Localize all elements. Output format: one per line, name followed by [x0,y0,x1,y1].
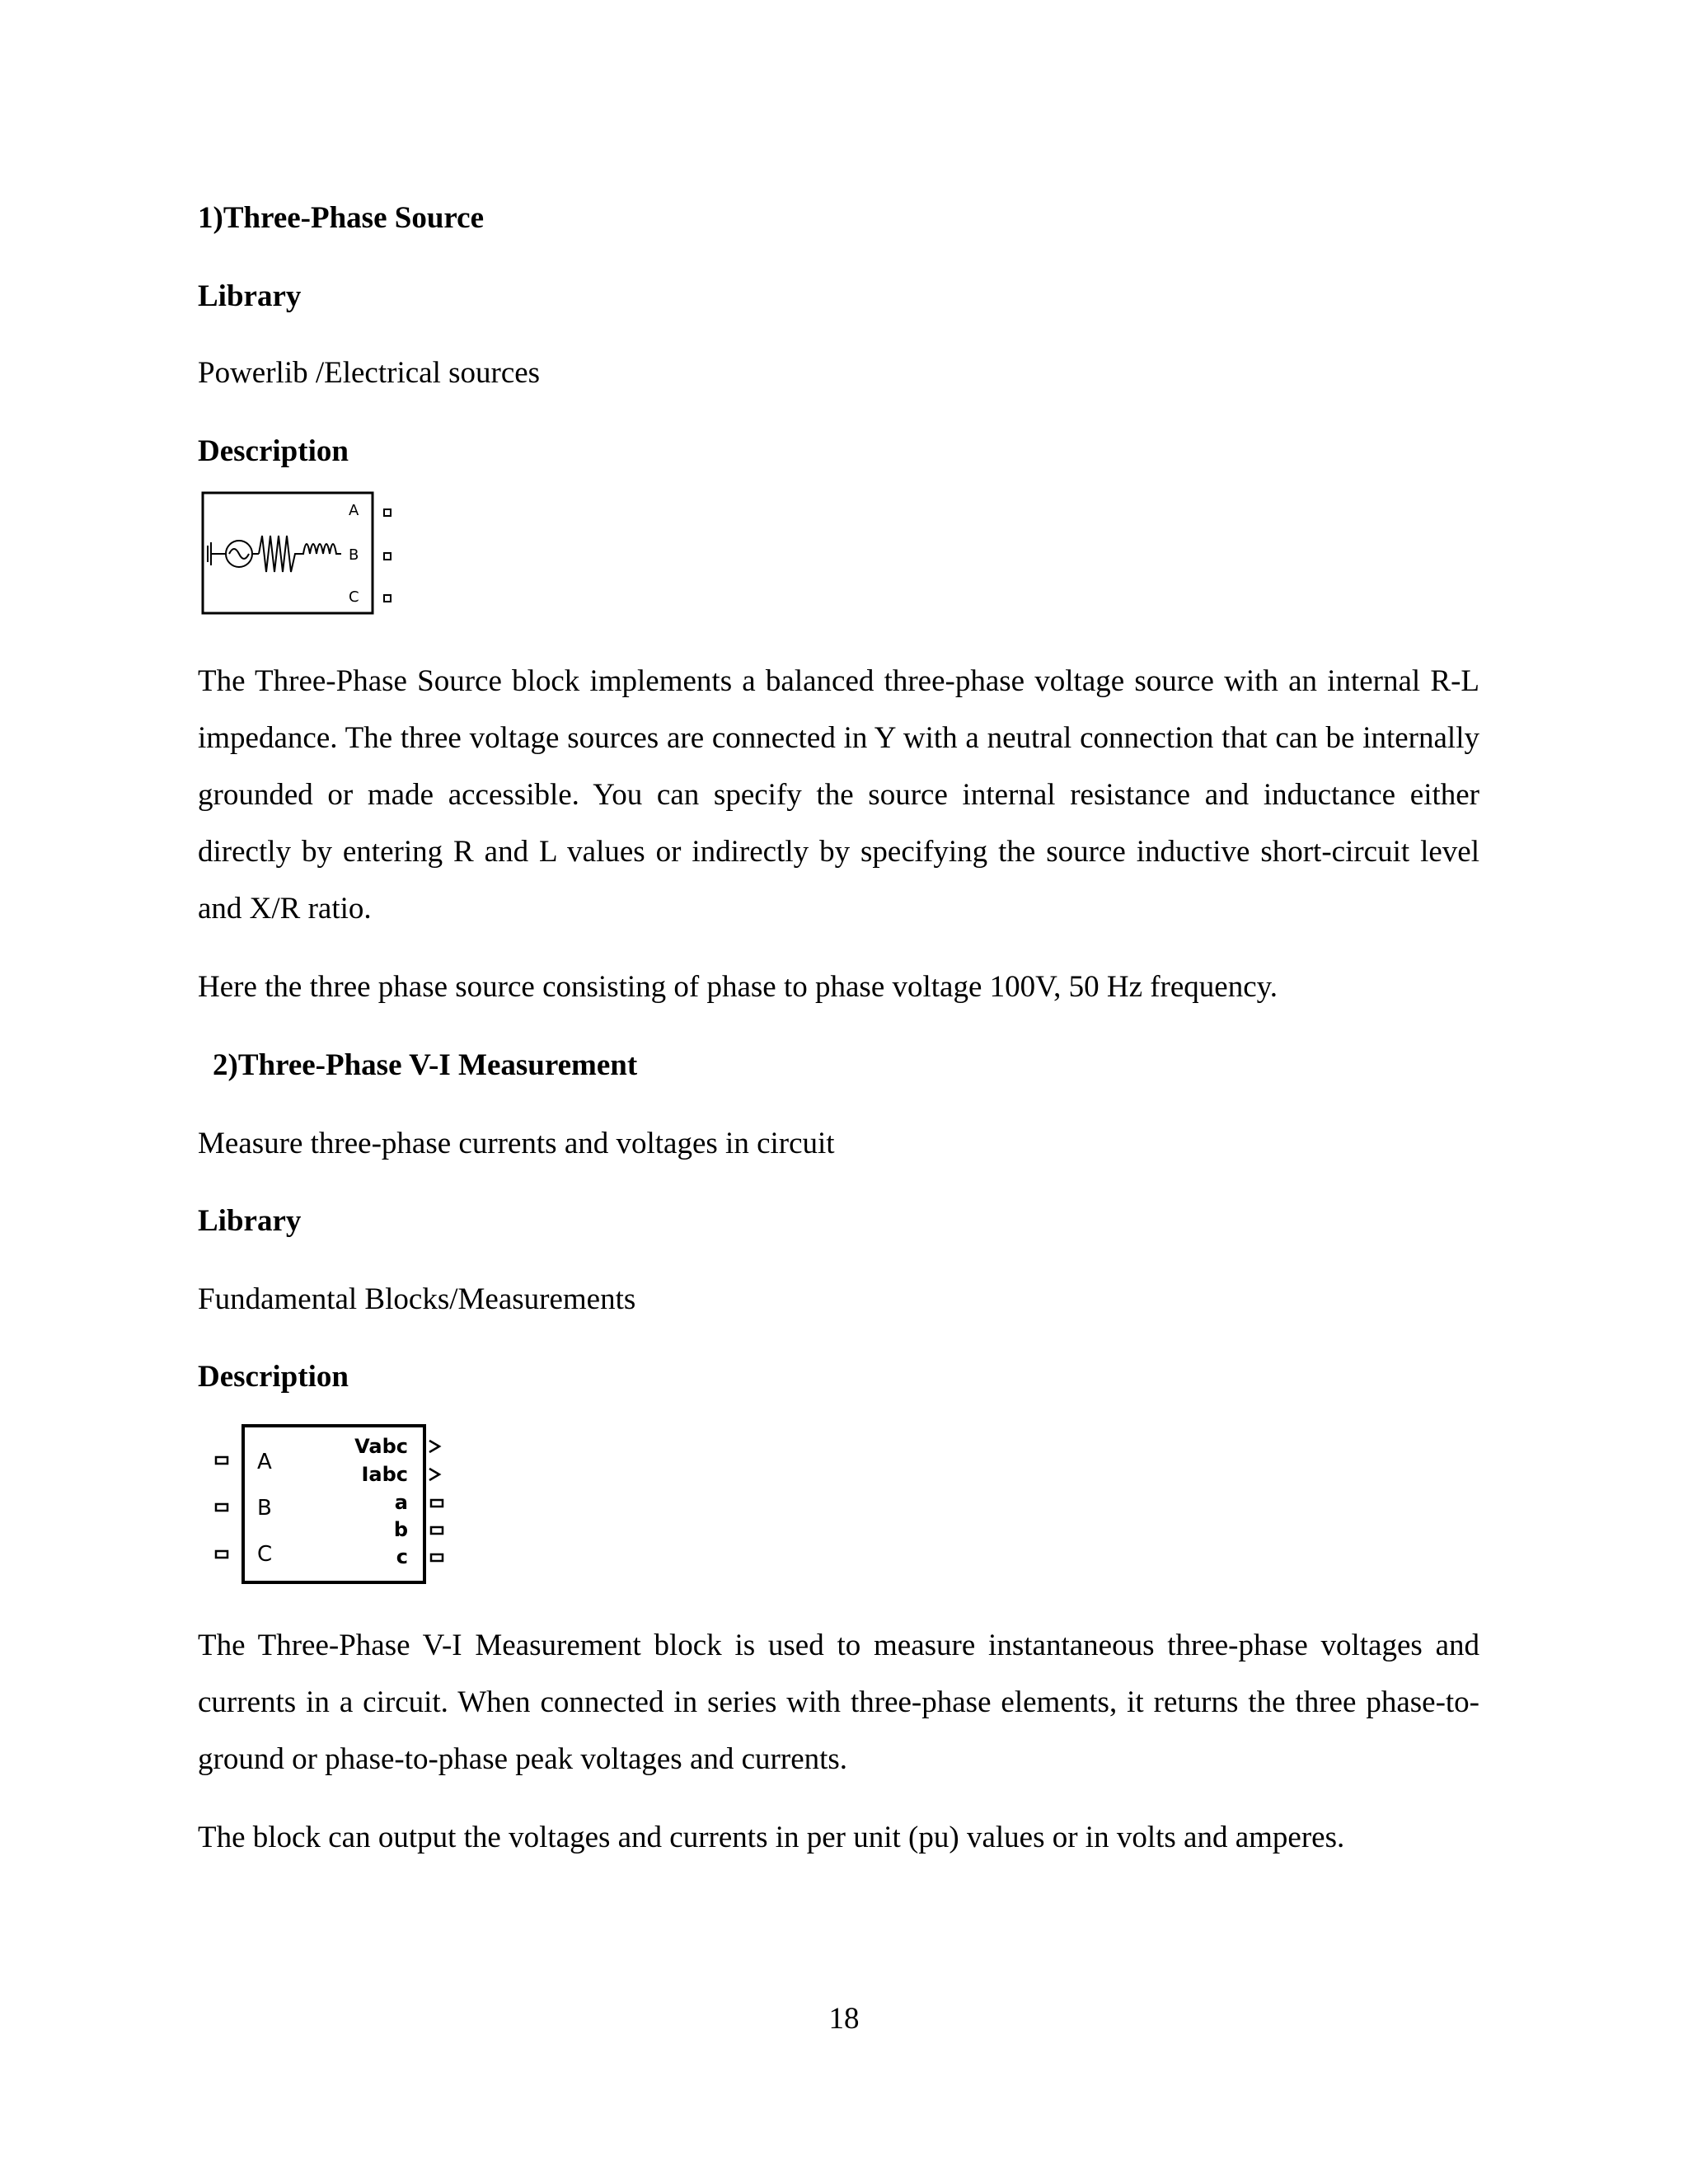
output-label-a: a [394,1491,408,1514]
output-port-c [431,1554,443,1561]
source-port-label-b: B [349,546,359,564]
section1-heading: 1)Three-Phase Source [198,201,485,235]
output-label-b: b [393,1518,408,1541]
input-port-c [216,1551,227,1558]
section2-description-heading: Description [198,1360,349,1394]
input-port-b [216,1504,227,1511]
section2-library-heading: Library [198,1204,302,1238]
input-label-a: A [257,1450,272,1474]
output-label-c: c [396,1545,408,1568]
source-port-b [384,553,391,560]
page-number: 18 [828,2002,860,2036]
section1-paragraph-1: The Three-Phase Source block implements a balanced three-phase voltage source with an internal R-L impedance. The three voltage sources are connected in Y with a neutral connection that can be internally grounded or made accessible. You can specify the source internal resistance and inductance either directly by entering R and L values or indirectly by specifying the source inductive short-circuit level and X/R ratio. [198,664,1479,926]
section2-library-path: Fundamental Blocks/Measurements [198,1282,636,1316]
source-port-label-a: A [349,502,359,519]
output-arrow-vabc-icon [429,1441,439,1452]
input-port-a [216,1457,227,1464]
source-port-label-c: C [349,588,359,606]
section2-subtitle: Measure three-phase currents and voltages in circuit [198,1127,835,1160]
section1-description-heading: Description [198,434,349,468]
output-port-b [431,1527,443,1534]
source-port-c [384,595,391,602]
section1-library-heading: Library [198,279,302,313]
section2-paragraph-1: The Three-Phase V-I Measurement block is used to measure instantaneous three-phase voltages and currents in a circuit. When connected in series with three-phase elements, it returns the three phase-to-ground or phase-to-phase peak voltages and currents. [198,1629,1479,1776]
vi-measurement-block-diagram [206,1422,462,1586]
section1-library-path: Powerlib /Electrical sources [198,356,541,390]
source-block-frame [203,493,373,613]
output-port-a [431,1500,443,1507]
input-label-b: B [257,1496,272,1521]
source-port-a [384,509,391,516]
section1-paragraph-2: Here the three phase source consisting of phase to phase voltage 100V, 50 Hz frequency. [198,970,1278,1004]
section2-paragraph-2: The block can output the voltages and currents in per unit (pu) values or in volts and amperes. [198,1821,1345,1854]
output-label-vabc: Vabc [354,1435,408,1458]
input-label-c: C [257,1542,273,1567]
output-arrow-iabc-icon [429,1469,439,1480]
output-label-iabc: Iabc [361,1463,408,1486]
section2-heading: 2)Three-Phase V-I Measurement [213,1048,638,1082]
three-phase-source-block-diagram [198,486,420,626]
